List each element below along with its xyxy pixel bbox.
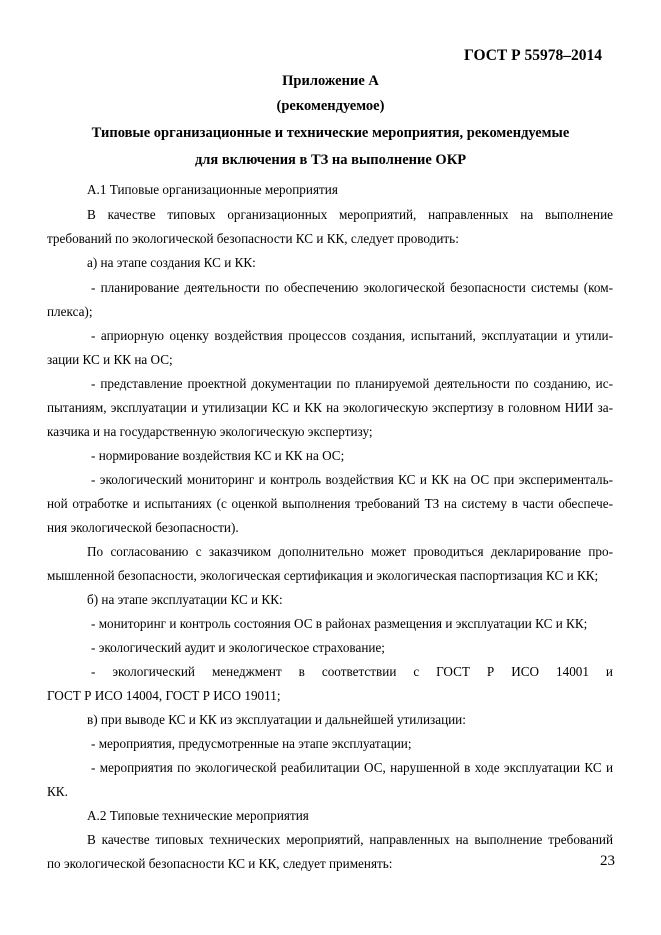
appendix-status: (рекомендуемое): [276, 98, 385, 114]
paragraph-line: требований по экологической безопасности КС и КК, следует проводить:: [47, 231, 459, 246]
section-heading-a1: А.1 Типовые организационные мероприятия: [87, 182, 338, 197]
list-heading-a: а) на этапе создания КС и КК:: [87, 255, 256, 270]
list-item-line: - экологический аудит и экологическое страхование;: [91, 640, 385, 655]
list-item-line: казчика и на государственную экологическую экспертизу;: [47, 424, 373, 439]
list-item-line: ния экологической безопасности).: [47, 520, 239, 535]
paragraph-line: В качестве типовых технических мероприятий, направленных на выполнение требований: [87, 832, 613, 847]
list-item-line: - мероприятия, предусмотренные на этапе эксплуатации;: [91, 736, 412, 751]
paragraph-line: По согласованию с заказчиком дополнительно может проводиться декларирование про-: [87, 544, 613, 559]
list-item-line: - мероприятия по экологической реабилитации ОС, нарушенной в ходе эксплуатации КС и: [91, 760, 613, 775]
list-item-line: - экологический менеджмент в соответствии с ГОСТ Р ИСО 14001 и: [91, 664, 613, 679]
list-item-line: пытаниям, эксплуатации и утилизации КС и КК на экологическую экспертизу в головном НИИ за-: [47, 400, 613, 415]
appendix-heading-line-1: Типовые организационные и технические мероприятия, рекомендуемые: [91, 125, 570, 141]
list-item-line: - нормирование воздействия КС и КК на ОС;: [91, 448, 345, 463]
list-item-line: - экологический мониторинг и контроль воздействия КС и КК на ОС при эксперименталь-: [91, 472, 613, 487]
appendix-title: Приложение А: [282, 73, 379, 89]
list-item-line: ной отработке и испытаниях (с оценкой выполнения требований ТЗ на систему в части обеспече-: [47, 496, 613, 511]
paragraph-line: по экологической безопасности КС и КК, следует применять:: [47, 856, 393, 871]
list-heading-b: б) на этапе эксплуатации КС и КК:: [87, 592, 283, 607]
list-item-line: - планирование деятельности по обеспечению экологической безопасности системы (ком-: [91, 280, 613, 295]
list-item-line: ГОСТ Р ИСО 14004, ГОСТ Р ИСО 19011;: [47, 688, 281, 703]
list-item-line: - представление проектной документации по планируемой деятельности по созданию, ис-: [91, 376, 613, 391]
list-item-line: КК.: [47, 784, 68, 799]
paragraph-line: В качестве типовых организационных мероприятий, направленных на выполнение: [87, 207, 613, 222]
list-heading-c: в) при выводе КС и КК из эксплуатации и дальнейшей утилизации:: [87, 712, 466, 727]
appendix-heading-line-2: для включения в ТЗ на выполнение ОКР: [194, 152, 467, 168]
list-item-line: - мониторинг и контроль состояния ОС в районах размещения и эксплуатации КС и КК;: [91, 616, 588, 631]
list-item-line: - априорную оценку воздействия процессов создания, испытаний, эксплуатации и утили-: [91, 328, 613, 343]
section-heading-a2: А.2 Типовые технические мероприятия: [87, 808, 309, 823]
paragraph-line: мышленной безопасности, экологическая сертификация и экологическая паспортизация КС и КК;: [47, 568, 599, 583]
list-item-line: плекса);: [47, 304, 93, 319]
document-code: ГОСТ Р 55978–2014: [464, 47, 602, 64]
page-number: 23: [600, 853, 615, 869]
list-item-line: зации КС и КК на ОС;: [47, 352, 173, 367]
